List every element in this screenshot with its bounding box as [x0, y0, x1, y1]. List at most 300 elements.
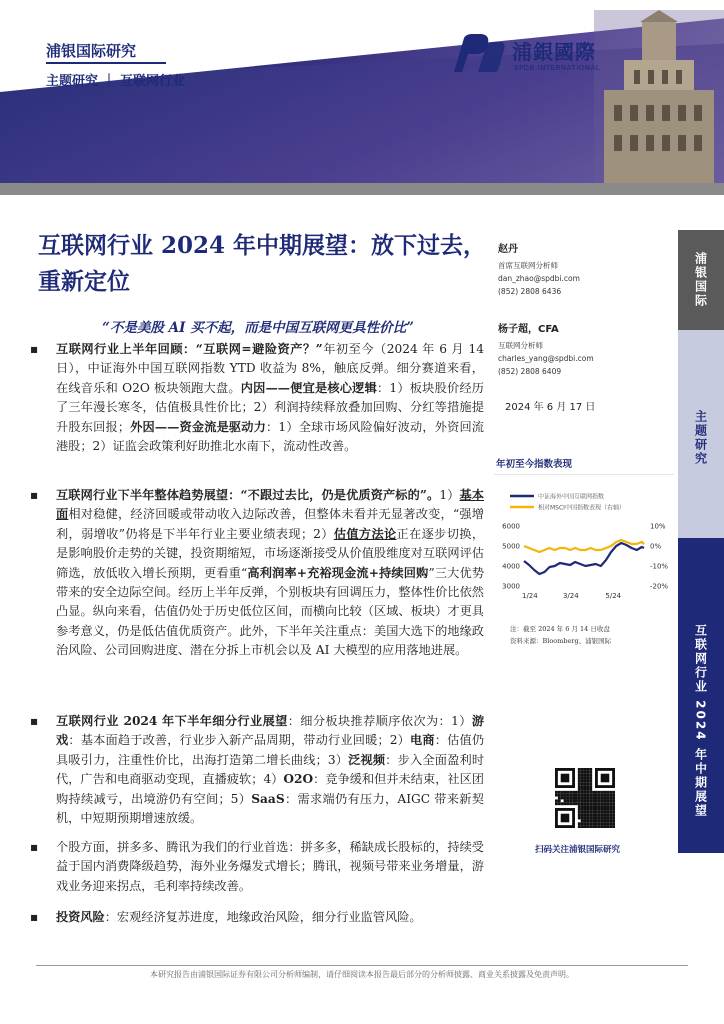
qr-module: [575, 791, 578, 794]
qr-module: [584, 799, 587, 802]
qr-module: [589, 799, 592, 802]
qr-module: [601, 774, 610, 783]
qr-module: [604, 817, 607, 820]
qr-module: [606, 791, 609, 794]
qr-module: [586, 782, 589, 785]
author-email[interactable]: charles_yang@spdbi.com: [498, 354, 594, 363]
qr-module: [578, 811, 581, 814]
qr-module: [595, 808, 598, 811]
qr-module: [581, 802, 584, 805]
qr-module: [589, 797, 592, 800]
qr-module: [561, 791, 564, 794]
qr-module: [584, 825, 587, 828]
qr-module: [609, 794, 612, 797]
qr-module: [595, 825, 598, 828]
qr-module: [598, 797, 601, 800]
qr-module: [586, 814, 589, 817]
report-date: 2024 年 6 月 17 日: [505, 402, 596, 413]
qr-module: [586, 811, 589, 814]
qr-module: [569, 799, 572, 802]
qr-module: [606, 808, 609, 811]
qr-module: [601, 811, 604, 814]
qr-module: [595, 814, 598, 817]
series-line: [524, 543, 644, 574]
report-category: 主题研究 ｜ 互联网行业: [46, 74, 186, 89]
section-text: [36, 908, 484, 927]
qr-module: [561, 814, 570, 823]
x-tick-label: 3/24: [562, 592, 579, 600]
bullet-icon: ▪: [30, 714, 39, 728]
qr-module: [581, 785, 584, 788]
qr-module: [612, 825, 615, 828]
section-second-half-outlook: [30, 486, 485, 661]
qr-module: [604, 797, 607, 800]
qr-module: [586, 771, 589, 774]
band-brand-text: 浦银国际: [693, 252, 708, 308]
qr-module: [584, 817, 587, 820]
y-right-ticks: [650, 523, 668, 591]
qr-module: [589, 777, 592, 780]
emphasis-text: 外因——资金流是驱动力: [130, 419, 267, 434]
qr-module: [575, 797, 578, 800]
section-first-half-review: [30, 340, 484, 456]
qr-module: [569, 791, 572, 794]
qr-module: [561, 794, 564, 797]
qr-module: [601, 791, 604, 794]
qr-module: [606, 802, 609, 805]
qr-module: [606, 794, 609, 797]
qr-module: [581, 771, 584, 774]
emphasis-text: 游戏: [56, 714, 484, 748]
qr-module: [598, 817, 601, 820]
qr-module: [589, 768, 592, 771]
emphasis-text: 互联网行业下半年整体趋势展望：“不跟过去比，仍是优质资产标的”。: [56, 488, 440, 502]
qr-module: [606, 805, 609, 808]
qr-module: [558, 799, 561, 802]
qr-module: [601, 802, 604, 805]
qr-module: [584, 779, 587, 782]
qr-module: [578, 799, 581, 802]
qr-module: [598, 802, 601, 805]
qr-module: [575, 802, 578, 805]
qr-module: [581, 811, 584, 814]
qr-module: [592, 817, 595, 820]
body-text: ：竞争缓和但并未结束，社区团购持续减亏，出境游仍有空间；5）: [56, 772, 484, 806]
qr-module: [575, 794, 578, 797]
qr-module: [578, 797, 581, 800]
qr-module: [584, 797, 587, 800]
qr-module: [604, 805, 607, 808]
qr-module: [589, 808, 592, 811]
author-role: 互联网分析师: [498, 341, 543, 350]
qr-module: [578, 825, 581, 828]
body-text: ：需求端仍有压力，AIGC 带来新契机，中短期预期增速放缓。: [56, 791, 484, 826]
body-text: ：估值仍具吸引力，注重性价比，出海打造第二增长曲线；3）: [56, 733, 485, 767]
section-text: [36, 712, 484, 828]
qr-module: [609, 825, 612, 828]
report-quote: “不是美股 AI 买不起，而是中国互联网更具性价比”: [102, 320, 414, 336]
qr-module: [606, 817, 609, 820]
emphasis-text: 泛视频: [348, 752, 386, 767]
author-name: 杨子超，CFA: [498, 324, 559, 335]
qr-module: [586, 799, 589, 802]
chart-legend: [510, 492, 625, 511]
qr-module: [578, 817, 581, 820]
qr-module: [601, 817, 604, 820]
qr-module: [609, 797, 612, 800]
qr-module: [606, 811, 609, 814]
legend-label: 相对MSCI中国指数表现（右轴）: [538, 504, 625, 512]
qr-module: [612, 814, 615, 817]
brand-name: 浦银国际研究: [46, 42, 137, 60]
qr-module: [584, 791, 587, 794]
qr-module: [595, 819, 598, 822]
qr-module: [578, 822, 581, 825]
qr-module: [586, 817, 589, 820]
qr-module: [578, 788, 581, 791]
chart-lines: [524, 540, 644, 574]
qr-module: [589, 794, 592, 797]
qr-module: [609, 817, 612, 820]
qr-module: [578, 814, 581, 817]
qr-module: [609, 822, 612, 825]
qr-module: [584, 785, 587, 788]
qr-module: [584, 794, 587, 797]
body-text: ：细分板块推荐顺序依次为：1）: [287, 714, 472, 728]
y-right-tick-label: 10%: [650, 522, 666, 531]
qr-module: [612, 799, 615, 802]
qr-module: [564, 797, 567, 800]
qr-caption: 扫码关注浦银国际研究: [535, 845, 621, 855]
logo-english-name: SPDB INTERNATIONAL: [514, 64, 601, 72]
author-phone: (852) 2808 6436: [498, 287, 562, 296]
qr-module: [601, 794, 604, 797]
qr-module: [581, 779, 584, 782]
qr-module: [584, 814, 587, 817]
qr-module: [606, 797, 609, 800]
qr-module: [586, 779, 589, 782]
qr-module: [598, 822, 601, 825]
qr-module: [601, 814, 604, 817]
qr-module: [578, 794, 581, 797]
body-text: ：1）板块股价经历了三年漫长寒冬，估值极具性价比；2）利润持续释放叠加回购、分红等措施提升股东回报；: [56, 380, 484, 434]
qr-module: [578, 774, 581, 777]
qr-module: [584, 808, 587, 811]
logo-name: 浦銀國際: [512, 40, 596, 64]
body-text: ：宏观经济复苏进度，地缘政治风险，细分行业监管风险。: [104, 910, 422, 924]
qr-module: [604, 822, 607, 825]
bullet-icon: ▪: [30, 488, 39, 502]
qr-module: [581, 819, 584, 822]
qr-module: [598, 814, 601, 817]
qr-module: [584, 805, 587, 808]
qr-module: [566, 794, 569, 797]
qr-module: [564, 799, 567, 802]
qr-module: [598, 811, 601, 814]
qr-module: [581, 805, 584, 808]
section-text: [36, 486, 484, 661]
qr-module: [586, 822, 589, 825]
qr-module: [598, 805, 601, 808]
author-name: 赵丹: [498, 244, 518, 255]
section-top-picks: [30, 838, 484, 896]
qr-module: [606, 799, 609, 802]
qr-module: [604, 825, 607, 828]
qr-module: [575, 799, 578, 802]
qr-module: [604, 802, 607, 805]
qr-module: [592, 825, 595, 828]
author-role: 首席互联网分析师: [498, 261, 558, 270]
qr-module: [609, 802, 612, 805]
x-ticks: [522, 592, 622, 600]
qr-module: [581, 777, 584, 780]
qr-module: [609, 811, 612, 814]
x-tick-label: 1/24: [521, 592, 538, 600]
qr-module: [572, 797, 575, 800]
qr-module: [578, 779, 581, 782]
qr-module: [612, 819, 615, 822]
section-text: [36, 838, 484, 896]
qr-module: [584, 777, 587, 780]
body-text: ”三大优势带来的安全边际空间。经历上半年反弹，个别板块有回调压力，整体性价比依然凸显。纵向来看，估值仍处于历史低位区间，而横向比较（区域、板块）才更具参考意义，仍是低估值优质资产。此外，下半年关注重点：美国大选下的地缘政治风险、公司回购进度、潜在分拆上市机会以及 AI 大模型的应用落地进展。: [56, 565, 485, 658]
qr-module: [558, 802, 561, 805]
qr-module: [558, 791, 561, 794]
qr-module: [586, 794, 589, 797]
qr-module: [595, 805, 598, 808]
qr-module: [581, 825, 584, 828]
qr-module: [601, 825, 604, 828]
band-type-text: 主题研究: [693, 410, 708, 466]
qr-module: [592, 811, 595, 814]
qr-module: [572, 802, 575, 805]
qr-module: [572, 799, 575, 802]
qr-module: [555, 794, 558, 797]
qr-module: [555, 791, 558, 794]
qr-module: [566, 791, 569, 794]
qr-module: [569, 794, 572, 797]
section-text: [36, 340, 484, 456]
emphasis-text: 估值方法论: [333, 526, 397, 541]
qr-module: [606, 825, 609, 828]
qr-module: [604, 799, 607, 802]
qr-module: [586, 825, 589, 828]
qr-module: [612, 822, 615, 825]
qr-module: [584, 782, 587, 785]
qr-module: [589, 771, 592, 774]
emphasis-text: 基本面: [56, 488, 484, 522]
emphasis-text: 投资风险: [56, 910, 105, 924]
qr-module: [561, 797, 564, 800]
qr-module: [595, 817, 598, 820]
y-right-tick-label: 0%: [650, 542, 662, 551]
qr-module: [598, 791, 601, 794]
band-topic-text: 互联网行业 2024 年中期展望: [693, 624, 708, 818]
legend-label: 中证海外中国互联网指数: [538, 493, 605, 501]
qr-module: [572, 794, 575, 797]
qr-module: [592, 822, 595, 825]
qr-module: [578, 808, 581, 811]
qr-module: [584, 811, 587, 814]
qr-module: [581, 774, 584, 777]
chart-title: 年初至今指数表现: [496, 459, 573, 470]
qr-module: [581, 797, 584, 800]
body-text: 相对稳健，经济回暖或带动收入边际改善，但整体未看并无显著改变，“强增利，弱增收”仍将是下半年行业主要业绩表现；2）: [56, 507, 484, 541]
qr-module: [595, 794, 598, 797]
qr-module: [612, 808, 615, 811]
emphasis-text: 高利润率+充裕现金流+持续回购: [247, 565, 429, 580]
x-tick-label: 5/24: [605, 592, 622, 600]
qr-module: [595, 791, 598, 794]
qr-module: [586, 788, 589, 791]
qr-module: [601, 822, 604, 825]
qr-module: [589, 802, 592, 805]
brand-divider: [46, 62, 166, 64]
qr-module: [604, 791, 607, 794]
emphasis-text: O2O: [283, 772, 314, 787]
qr-module: [578, 782, 581, 785]
qr-module: [598, 794, 601, 797]
qr-module: [581, 768, 584, 771]
bullet-icon: ▪: [30, 910, 39, 924]
qr-module: [606, 822, 609, 825]
qr-module: [589, 825, 592, 828]
qr-module: [609, 819, 612, 822]
qr-module: [598, 825, 601, 828]
body-text: 1）: [439, 488, 460, 502]
qr-module: [584, 774, 587, 777]
qr-module: [589, 822, 592, 825]
qr-module: [601, 819, 604, 822]
band-segment-topic: [678, 538, 724, 853]
qr-module: [598, 819, 601, 822]
side-band: [678, 230, 724, 853]
qr-module: [584, 819, 587, 822]
qr-module: [589, 819, 592, 822]
qr-module: [612, 797, 615, 800]
qr-module: [592, 819, 595, 822]
qr-module: [592, 799, 595, 802]
qr-module: [589, 785, 592, 788]
body-text: 正在逐步切换，是影响股价走势的关键，投资期缩短，市场逐渐接受从价值股维度对互联网评估筛选，放低收入增长预期，更看重“: [56, 526, 485, 580]
qr-module: [604, 819, 607, 822]
y-right-tick-label: -20%: [650, 582, 669, 591]
qr-module: [595, 802, 598, 805]
qr-module: [578, 768, 581, 771]
qr-module: [589, 811, 592, 814]
qr-module: [586, 797, 589, 800]
index-chart: [494, 474, 674, 602]
qr-module: [606, 814, 609, 817]
qr-module: [586, 785, 589, 788]
qr-module: [584, 768, 587, 771]
y-left-ticks: [502, 523, 520, 591]
qr-module: [584, 822, 587, 825]
header-banner: [0, 0, 724, 195]
qr-module: [592, 794, 595, 797]
qr-module: [581, 788, 584, 791]
qr-module: [566, 802, 569, 805]
band-segment-type: [678, 330, 724, 538]
qr-module: [564, 802, 567, 805]
qr-module: [561, 802, 564, 805]
qr-module: [586, 805, 589, 808]
qr-module: [581, 814, 584, 817]
qr-module: [601, 805, 604, 808]
qr-module: [581, 782, 584, 785]
qr-module: [592, 808, 595, 811]
qr-module: [592, 797, 595, 800]
qr-module: [601, 797, 604, 800]
qr-module: [601, 799, 604, 802]
qr-module: [604, 811, 607, 814]
body-text: 个股方面，拼多多、腾讯为我们的行业首选：拼多多，稀缺成长股标的，持续受益于国内消费降级趋势，海外业务爆发式增长；腾讯，视频号带来业务增量，游戏业务迎来拐点，毛利率持续改善。: [56, 840, 484, 893]
qr-module: [584, 771, 587, 774]
qr-module: [555, 799, 558, 802]
author-phone: (852) 2808 6409: [498, 367, 562, 376]
qr-module: [584, 802, 587, 805]
qr-code-icon[interactable]: [555, 768, 615, 828]
banner-bottom-strip: [0, 183, 724, 195]
qr-module: [581, 808, 584, 811]
y-left-tick-label: 3000: [502, 582, 520, 591]
qr-module: [581, 794, 584, 797]
chart-note: 注：截至 2024 年 6 月 14 日收盘: [510, 625, 610, 633]
section-sub-sector-outlook: [30, 712, 485, 828]
qr-module: [612, 805, 615, 808]
qr-module: [612, 817, 615, 820]
footer-disclaimer: 本研究报告由浦银国际证券有限公司分析师编制，请仔细阅读本报告最后部分的分析师披露、商业关系披露及免责声明。: [150, 970, 574, 979]
qr-module: [592, 791, 595, 794]
qr-module: [589, 788, 592, 791]
qr-module: [561, 774, 570, 783]
qr-module: [589, 779, 592, 782]
qr-module: [598, 808, 601, 811]
qr-module: [604, 794, 607, 797]
qr-module: [612, 794, 615, 797]
author-block: [498, 240, 658, 298]
qr-module: [578, 771, 581, 774]
qr-module: [589, 774, 592, 777]
qr-module: [592, 814, 595, 817]
author-email[interactable]: dan_zhao@spdbi.com: [498, 274, 580, 283]
qr-module: [595, 822, 598, 825]
qr-module: [564, 794, 567, 797]
qr-module: [589, 817, 592, 820]
qr-module: [581, 791, 584, 794]
qr-module: [586, 808, 589, 811]
qr-module: [578, 791, 581, 794]
qr-module: [578, 777, 581, 780]
qr-module: [589, 814, 592, 817]
qr-module: [586, 777, 589, 780]
section-investment-risk: [30, 908, 484, 927]
qr-module: [586, 768, 589, 771]
qr-module: [595, 799, 598, 802]
qr-module: [581, 817, 584, 820]
qr-module: [609, 805, 612, 808]
body-text: 年初至今（2024 年 6 月 14 日），中证海外中国互联网指数 YTD 收益为 8%，触底反弹。细分赛道来看，在线音乐和 O2O 板块领跑大盘。: [56, 342, 484, 395]
qr-module: [609, 814, 612, 817]
qr-module: [592, 802, 595, 805]
qr-module: [586, 819, 589, 822]
qr-module: [578, 802, 581, 805]
qr-module: [609, 791, 612, 794]
y-left-tick-label: 4000: [502, 562, 520, 571]
qr-module: [555, 802, 558, 805]
qr-module: [572, 791, 575, 794]
qr-module: [578, 785, 581, 788]
qr-module: [595, 811, 598, 814]
